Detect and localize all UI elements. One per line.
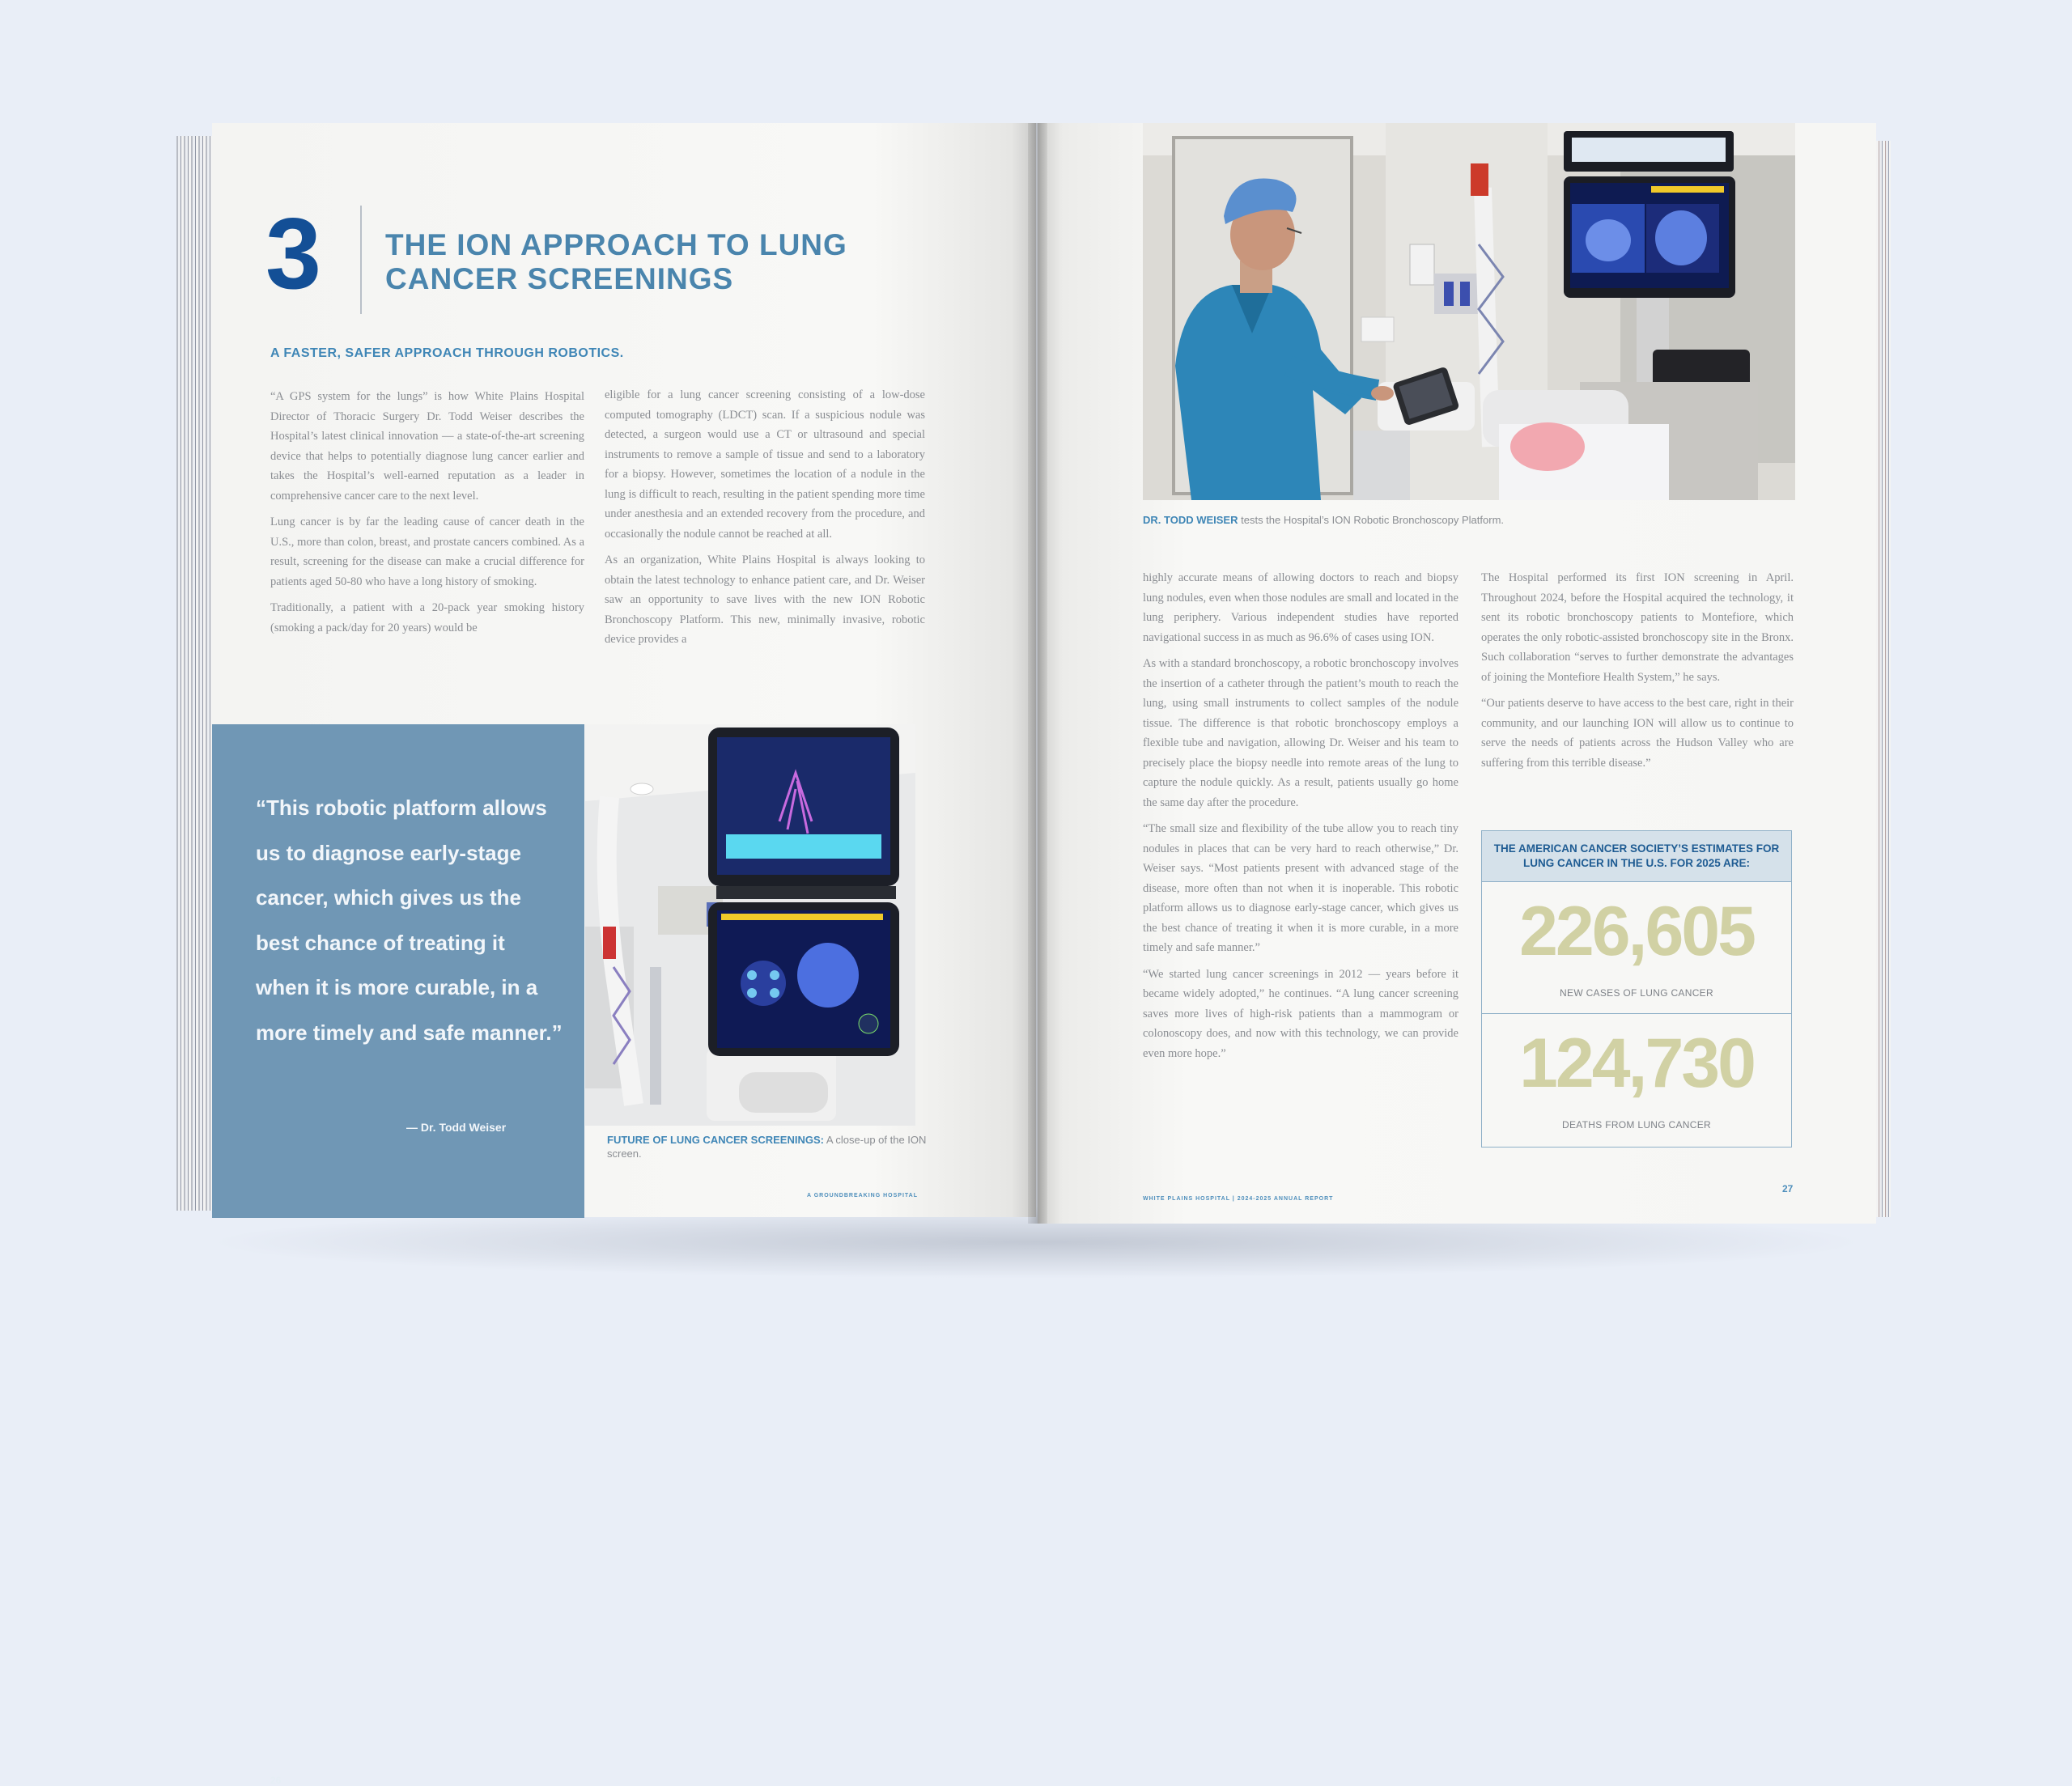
footer-right: WHITE PLAINS HOSPITAL | 2024-2025 ANNUAL REPORT xyxy=(1143,1196,1334,1202)
stat-deaths-value: 124,730 xyxy=(1519,1025,1754,1102)
page-number-left: 26 xyxy=(270,1775,282,1786)
paragraph: “The small size and flexibility of the tube allow you to reach tiny nodules in places that can be very hard to reach otherwise,” Dr. Weiser says. “Most patients present with advanced stage of the disease, more often than not when it is inoperable. This robotic platform allows us to diagnose early-stage cancer, which gives us the best chance of treating it when it is more curable, in a more timely and safe manner.” xyxy=(1143,822,1458,954)
chapter-number: 3 xyxy=(265,198,321,310)
paragraph: Lung cancer is by far the leading cause of cancer death in the U.S., more than colon, breast, and prostate cancers combined. As a result, screening for the disease can make a crucial difference for patients aged 50-80 who have a long history of smoking. xyxy=(270,515,584,588)
ion-photo-caption xyxy=(607,1133,931,1160)
right-column-1 xyxy=(1143,568,1458,1070)
book-spine xyxy=(1028,123,1047,1224)
paragraph: As an organization, White Plains Hospital is always looking to obtain the latest technology to enhance patient care, and Dr. Weiser saw an opportunity to save lives with the new ION Robotic Bronchoscopy Platform. This new, minimally invasive, robotic device provides a xyxy=(605,554,925,646)
dr-photo-caption xyxy=(1143,513,1709,527)
subhead: A FASTER, SAFER APPROACH THROUGH ROBOTICS. xyxy=(270,346,624,360)
paragraph: Traditionally, a patient with a 20-pack year smoking history (smoking a pack/day for 20 years) would be xyxy=(270,601,584,634)
paragraph: eligible for a lung cancer screening consisting of a low-dose computed tomography (LDCT) scan. If a suspicious nodule was detected, a surgeon would use a CT or ultrasound and special instruments to remove a sample of tissue and send to a laboratory for a biopsy. However, sometimes the location of a nodule in the lung is difficult to reach, resulting in the patient spending more time under anesthesia and an extended recovery from the procedure, and occasionally the nodule cannot be reached at all. xyxy=(605,388,925,541)
chapter-title-line-1: THE ION APPROACH TO LUNG xyxy=(385,228,847,261)
paragraph: “Our patients deserve to have access to the best care, right in their community, and our launching ION will allow us to continue to serve the needs of patients across the Hudson Valley who are suffering from this terrible disease.” xyxy=(1481,697,1794,770)
stat-new-cases xyxy=(1482,882,1791,1013)
chapter-divider xyxy=(360,206,362,314)
right-column-2 xyxy=(1481,568,1794,779)
caption-bold: DR. TODD WEISER xyxy=(1143,514,1238,526)
page-number-right: 27 xyxy=(1782,1183,1794,1194)
paragraph: “A GPS system for the lungs” is how White Plains Hospital Director of Thoracic Surgery Dr. Todd Weiser describes the Hospital’s latest clinical innovation — a state-of-the-art screening device that helps to potentially diagnose lung cancer earlier and takes the Hospital’s well-earned reputation as a leader in comprehensive cancer care to the next level. xyxy=(270,390,584,503)
chapter-title xyxy=(385,228,903,296)
stat-new-cases-value: 226,605 xyxy=(1519,893,1754,970)
dr-weiser-photo xyxy=(1143,123,1795,500)
paragraph: highly accurate means of allowing doctors to reach and biopsy lung nodules, even when those nodules are small and located in the lung periphery. Various independent studies have reported navigational success in as much as 96.6% of cases using ION. xyxy=(1143,571,1458,644)
caption-bold: FUTURE OF LUNG CANCER SCREENINGS: xyxy=(607,1134,824,1146)
cancer-stats-box xyxy=(1481,830,1792,1148)
left-column-1 xyxy=(270,387,584,644)
right-page xyxy=(1038,123,1876,1224)
stats-heading: THE AMERICAN CANCER SOCIETY’S ESTIMATES FOR LUNG CANCER IN THE U.S. FOR 2025 ARE: xyxy=(1482,831,1791,882)
left-page xyxy=(212,123,1036,1786)
quote-attribution: — Dr. Todd Weiser xyxy=(406,1121,507,1134)
chapter-title-line-2: CANCER SCREENINGS xyxy=(385,262,734,295)
pull-quote: “This robotic platform allows us to diagnose early-stage cancer, which gives us the best chance of treating it when it is more curable, in a more timely and safe manner.” xyxy=(256,795,563,1045)
paragraph: The Hospital performed its first ION screening in April. Throughout 2024, before the Hospital acquired the technology, it sent its robotic bronchoscopy patients to Montefiore, which operates the only robotic-assisted bronchoscopy site in the Bronx. Such collaboration “serves to further demonstrate the advantages of joining the Montefiore Health System,” he says. xyxy=(1481,571,1794,684)
page-stack-left-edge xyxy=(176,136,214,1211)
footer-left: A GROUNDBREAKING HOSPITAL xyxy=(807,1193,918,1198)
ion-screen-photo xyxy=(585,724,915,1126)
pull-quote-box xyxy=(212,724,584,1786)
caption-text: tests the Hospital’s ION Robotic Bronchoscopy Platform. xyxy=(1238,514,1505,526)
caption-text: A close-up of the ION screen. xyxy=(607,1134,927,1160)
paragraph: As with a standard bronchoscopy, a robotic bronchoscopy involves the insertion of a catheter through the patient’s mouth to reach the lung, using small instruments to collect samples of the nodule tissue. The difference is that robotic bronchoscopy employs a flexible tube and navigation, allowing Dr. Weiser and his team to precisely place the biopsy needle into remote areas of the lung to capture the nodule quickly. As a result, patients usually go home the same day after the procedure. xyxy=(1143,657,1458,809)
paragraph: “We started lung cancer screenings in 2012 — years before it became widely adopted,” he continues. “A lung cancer screening saves more lives of high-risk patients than a mammogram or colonoscopy does, and now with this technology, we can provide even more hope.” xyxy=(1143,967,1458,1060)
stat-deaths-label: DEATHS FROM LUNG CANCER xyxy=(1561,1119,1712,1131)
stat-deaths xyxy=(1482,1013,1791,1145)
left-column-2 xyxy=(605,385,925,656)
stat-new-cases-label: NEW CASES OF LUNG CANCER xyxy=(1560,987,1713,999)
